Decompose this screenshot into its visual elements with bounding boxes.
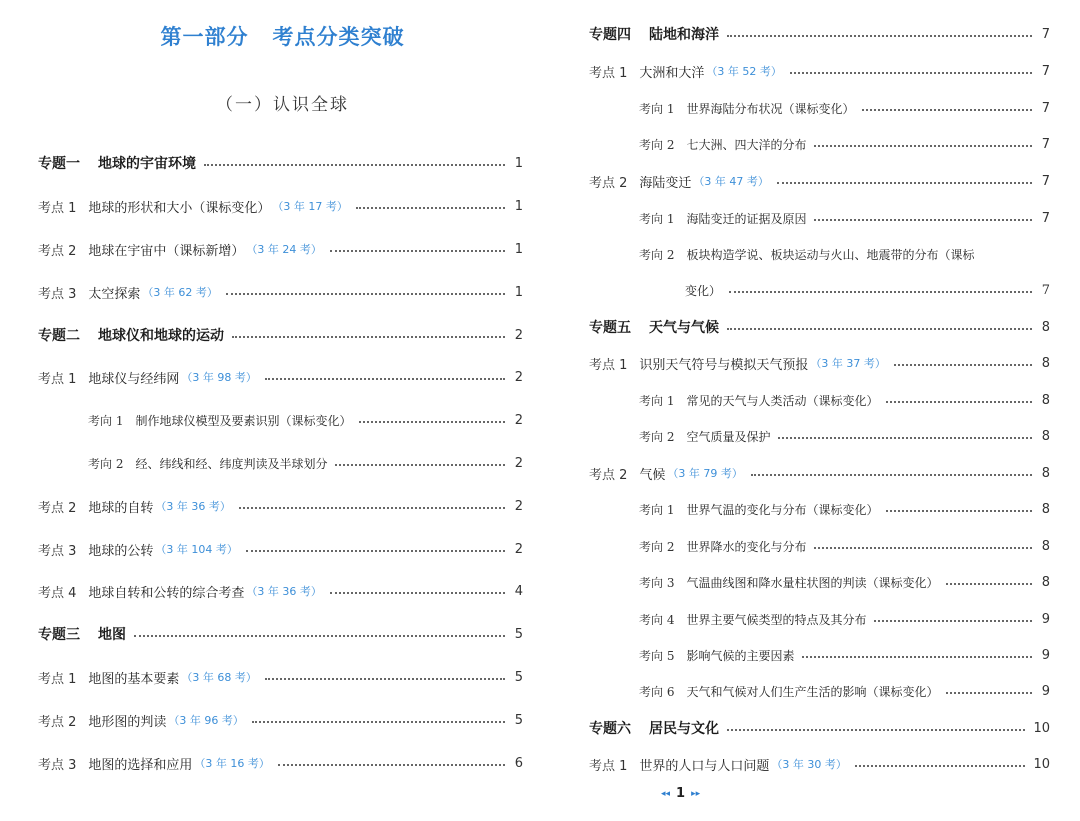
entry-label: 考点 3 (38, 286, 77, 302)
entry-label: 考向 4 (639, 612, 675, 627)
page-ref: 10 (1033, 756, 1050, 772)
entry-label: 考点 2 (589, 467, 628, 483)
toc-entry[interactable] (38, 580, 523, 602)
entry-label: 考向 1 (639, 211, 675, 226)
next-page-icon[interactable]: ▸▸ (691, 788, 701, 799)
chapter-subtitle: （一）认识全球 (216, 95, 349, 115)
toc-entry[interactable] (685, 279, 1050, 301)
page-ref: 9 (1041, 611, 1050, 627)
entry-title: 经、纬线和经、纬度判读及半球划分 (135, 456, 328, 471)
page-ref: 2 (514, 369, 523, 385)
dot-leader (265, 678, 505, 680)
toc-entry[interactable] (38, 623, 523, 645)
exam-frequency-tag: （3 年 104 考） (155, 543, 238, 556)
toc-entry[interactable] (639, 207, 1050, 229)
dot-leader (855, 765, 1026, 767)
entry-label: 考向 2 (88, 456, 124, 471)
entry-label: 考点 2 (38, 500, 77, 516)
page-ref: 2 (514, 541, 523, 557)
toc-entry[interactable] (639, 425, 1050, 447)
entry-label: 考点 2 (589, 175, 628, 191)
page-ref: 8 (1041, 428, 1050, 444)
entry-title: 世界降水的变化与分布 (686, 539, 807, 554)
entry-title: 海陆变迁 (639, 175, 692, 191)
entry-label: 考点 1 (589, 357, 628, 373)
toc-entry[interactable] (38, 538, 523, 560)
toc-entry[interactable] (38, 281, 523, 303)
entry-title: 陆地和海洋 (649, 27, 719, 43)
entry-title: 天气和气候对人们生产生活的影响（课标变化） (686, 684, 939, 699)
exam-frequency-tag: （3 年 68 考） (181, 671, 257, 684)
dot-leader (204, 164, 505, 166)
toc-entry[interactable] (639, 571, 1050, 593)
entry-title: 变化） (685, 283, 722, 298)
entry-label: 专题六 (589, 721, 631, 737)
entry-title: 大洲和大洋 (639, 65, 705, 81)
entry-title: 世界的人口与人口问题 (639, 758, 770, 774)
exam-frequency-tag: （3 年 16 考） (194, 757, 270, 770)
entry-label: 考点 3 (38, 757, 77, 773)
exam-frequency-tag: （3 年 52 考） (706, 65, 782, 78)
page-ref: 7 (1041, 100, 1050, 116)
entry-label: 考点 1 (38, 200, 77, 216)
entry-label: 专题三 (38, 627, 80, 643)
toc-entry[interactable] (639, 644, 1050, 666)
entry-label: 考向 2 (639, 137, 675, 152)
page-ref: 5 (514, 626, 523, 642)
entry-title: 气温曲线图和降水量柱状图的判读（课标变化） (686, 575, 939, 590)
exam-frequency-tag: （3 年 79 考） (667, 467, 743, 480)
dot-leader (335, 464, 505, 466)
entry-title: 气候 (639, 467, 666, 483)
page-ref: 2 (514, 498, 523, 514)
page-ref: 1 (514, 284, 523, 300)
toc-entry[interactable] (589, 170, 1050, 192)
dot-leader (727, 35, 1032, 37)
part-name: 考点分类突破 (272, 25, 405, 49)
page-ref: 6 (514, 755, 523, 771)
entry-title: 地球在宇宙中（课标新增） (88, 243, 245, 259)
page-ref: 9 (1041, 647, 1050, 663)
dot-leader (814, 145, 1032, 147)
prev-page-icon[interactable]: ◂◂ (661, 788, 671, 799)
page-ref: 2 (514, 455, 523, 471)
page-ref: 7 (1041, 63, 1050, 79)
toc-entry[interactable] (589, 462, 1050, 484)
toc-entry[interactable] (589, 352, 1050, 374)
entry-title: 天气与气候 (649, 320, 719, 336)
entry-label: 专题二 (38, 328, 80, 344)
entry-label: 考点 1 (38, 371, 77, 387)
page-ref: 2 (514, 412, 523, 428)
toc-entry[interactable] (639, 389, 1050, 411)
page-ref: 7 (1041, 210, 1050, 226)
entry-title: 地球自转和公转的综合考查 (88, 585, 245, 601)
toc-entry[interactable] (589, 753, 1050, 775)
page-ref: 8 (1041, 538, 1050, 554)
part-number: 第一部分 (160, 25, 249, 49)
dot-leader (356, 207, 505, 209)
toc-entry[interactable] (589, 23, 1050, 45)
entry-title: 板块构造学说、板块运动与火山、地震带的分布（课标 (686, 247, 975, 262)
dot-leader (330, 250, 505, 252)
page-ref: 5 (514, 712, 523, 728)
entry-label: 考向 6 (639, 684, 675, 699)
dot-leader (751, 474, 1032, 476)
dot-leader (778, 437, 1032, 439)
dot-leader (330, 592, 505, 594)
entry-title: 地球仪与经纬网 (88, 371, 180, 387)
entry-title: 空气质量及保护 (686, 429, 771, 444)
dot-leader (894, 364, 1032, 366)
toc-entry[interactable] (639, 680, 1050, 702)
entry-label: 考向 5 (639, 648, 675, 663)
dot-leader (814, 547, 1032, 549)
exam-frequency-tag: （3 年 36 考） (155, 500, 231, 513)
entry-label: 考向 3 (639, 575, 675, 590)
entry-label: 考向 2 (639, 247, 675, 262)
toc-entry[interactable] (589, 717, 1050, 739)
entry-title: 地形图的判读 (88, 714, 167, 730)
toc-entry[interactable] (639, 498, 1050, 520)
toc-entry[interactable] (88, 409, 523, 431)
entry-title: 地球的公转 (88, 543, 154, 559)
right-page (540, 0, 1080, 821)
toc-entry[interactable] (38, 238, 523, 260)
exam-frequency-tag: （3 年 17 考） (272, 200, 348, 213)
entry-label: 专题四 (589, 27, 631, 43)
dot-leader (239, 507, 505, 509)
dot-leader (226, 293, 505, 295)
toc-entry[interactable] (589, 316, 1050, 338)
page-indicator (655, 786, 706, 801)
page-ref: 9 (1041, 683, 1050, 699)
entry-label: 考点 1 (38, 671, 77, 687)
dot-leader (886, 510, 1032, 512)
dot-leader (862, 109, 1032, 111)
entry-title: 地球的宇宙环境 (98, 156, 196, 172)
page-ref: 7 (1041, 26, 1050, 42)
entry-label: 考点 1 (589, 758, 628, 774)
dot-leader (946, 583, 1032, 585)
toc-entry[interactable] (589, 60, 1050, 82)
page-ref: 10 (1033, 720, 1050, 736)
toc-entry[interactable] (639, 133, 1050, 155)
exam-frequency-tag: （3 年 98 考） (181, 371, 257, 384)
toc-entry[interactable] (639, 535, 1050, 557)
entry-title: 居民与文化 (649, 721, 719, 737)
dot-leader (359, 421, 505, 423)
toc-entry[interactable] (639, 97, 1050, 119)
toc-entry[interactable] (38, 709, 523, 731)
page-ref: 8 (1041, 501, 1050, 517)
entry-title: 地球的自转 (88, 500, 154, 516)
exam-frequency-tag: （3 年 62 考） (142, 286, 218, 299)
entry-label: 考向 2 (639, 429, 675, 444)
page-ref: 1 (514, 241, 523, 257)
entry-label: 考向 2 (639, 539, 675, 554)
page-ref: 8 (1041, 319, 1050, 335)
entry-title: 世界气温的变化与分布（课标变化） (686, 502, 879, 517)
exam-frequency-tag: （3 年 37 考） (810, 357, 886, 370)
entry-title: 制作地球仪模型及要素识别（课标变化） (135, 413, 352, 428)
entry-title: 地球的形状和大小（课标变化） (88, 200, 271, 216)
entry-label: 考点 2 (38, 714, 77, 730)
page-ref: 7 (1041, 282, 1050, 298)
page-ref: 7 (1041, 173, 1050, 189)
entry-title: 地图的基本要素 (88, 671, 180, 687)
entry-title: 识别天气符号与模拟天气预报 (639, 357, 809, 373)
entry-title: 太空探索 (88, 286, 141, 302)
dot-leader (727, 729, 1025, 731)
toc-entry[interactable] (639, 243, 1050, 265)
entry-label: 考向 1 (639, 101, 675, 116)
entry-title: 地图 (98, 627, 126, 643)
exam-frequency-tag: （3 年 24 考） (246, 243, 322, 256)
page-ref: 1 (514, 198, 523, 214)
toc-entry[interactable] (38, 366, 523, 388)
entry-title: 世界主要气候类型的特点及其分布 (686, 612, 867, 627)
dot-leader (727, 328, 1032, 330)
entry-label: 专题五 (589, 320, 631, 336)
dot-leader (874, 620, 1032, 622)
exam-frequency-tag: （3 年 96 考） (168, 714, 244, 727)
toc-entry[interactable] (38, 666, 523, 688)
toc-entry[interactable] (38, 495, 523, 517)
dot-leader (134, 635, 505, 637)
page-ref: 4 (514, 583, 523, 599)
exam-frequency-tag: （3 年 36 考） (246, 585, 322, 598)
entry-title: 常见的天气与人类活动（课标变化） (686, 393, 879, 408)
toc-entry[interactable] (38, 195, 523, 217)
dot-leader (802, 656, 1032, 658)
page-number: 1 (676, 786, 686, 801)
dot-leader (946, 692, 1032, 694)
exam-frequency-tag: （3 年 47 考） (693, 175, 769, 188)
entry-label: 考点 3 (38, 543, 77, 559)
page-ref: 8 (1041, 574, 1050, 590)
page-ref: 8 (1041, 465, 1050, 481)
entry-title: 地球仪和地球的运动 (98, 328, 224, 344)
entry-label: 考向 1 (639, 393, 675, 408)
dot-leader (790, 72, 1032, 74)
entry-title: 海陆变迁的证据及原因 (686, 211, 807, 226)
page-ref: 5 (514, 669, 523, 685)
entry-label: 专题一 (38, 156, 80, 172)
toc-entry[interactable] (639, 608, 1050, 630)
entry-label: 考向 1 (639, 502, 675, 517)
entry-title: 影响气候的主要因素 (686, 648, 795, 663)
dot-leader (232, 336, 505, 338)
dot-leader (252, 721, 505, 723)
dot-leader (729, 291, 1032, 293)
dot-leader (246, 550, 505, 552)
dot-leader (777, 182, 1032, 184)
dot-leader (265, 378, 505, 380)
entry-label: 考点 2 (38, 243, 77, 259)
entry-label: 考点 4 (38, 585, 77, 601)
toc-entry[interactable] (38, 752, 523, 774)
dot-leader (814, 219, 1032, 221)
page-ref: 2 (514, 327, 523, 343)
toc-entry[interactable] (38, 152, 523, 174)
entry-title: 地图的选择和应用 (88, 757, 193, 773)
entry-title: 世界海陆分布状况（课标变化） (686, 101, 855, 116)
entry-label: 考向 1 (88, 413, 124, 428)
toc-entry[interactable] (88, 452, 523, 474)
entry-label: 考点 1 (589, 65, 628, 81)
page-ref: 8 (1041, 392, 1050, 408)
page-ref: 8 (1041, 355, 1050, 371)
entry-title: 七大洲、四大洋的分布 (686, 137, 807, 152)
exam-frequency-tag: （3 年 30 考） (771, 758, 847, 771)
dot-leader (278, 764, 505, 766)
dot-leader (886, 401, 1032, 403)
toc-entry[interactable] (38, 324, 523, 346)
page-ref: 7 (1041, 136, 1050, 152)
page-ref: 1 (514, 155, 523, 171)
part-heading (0, 21, 565, 51)
